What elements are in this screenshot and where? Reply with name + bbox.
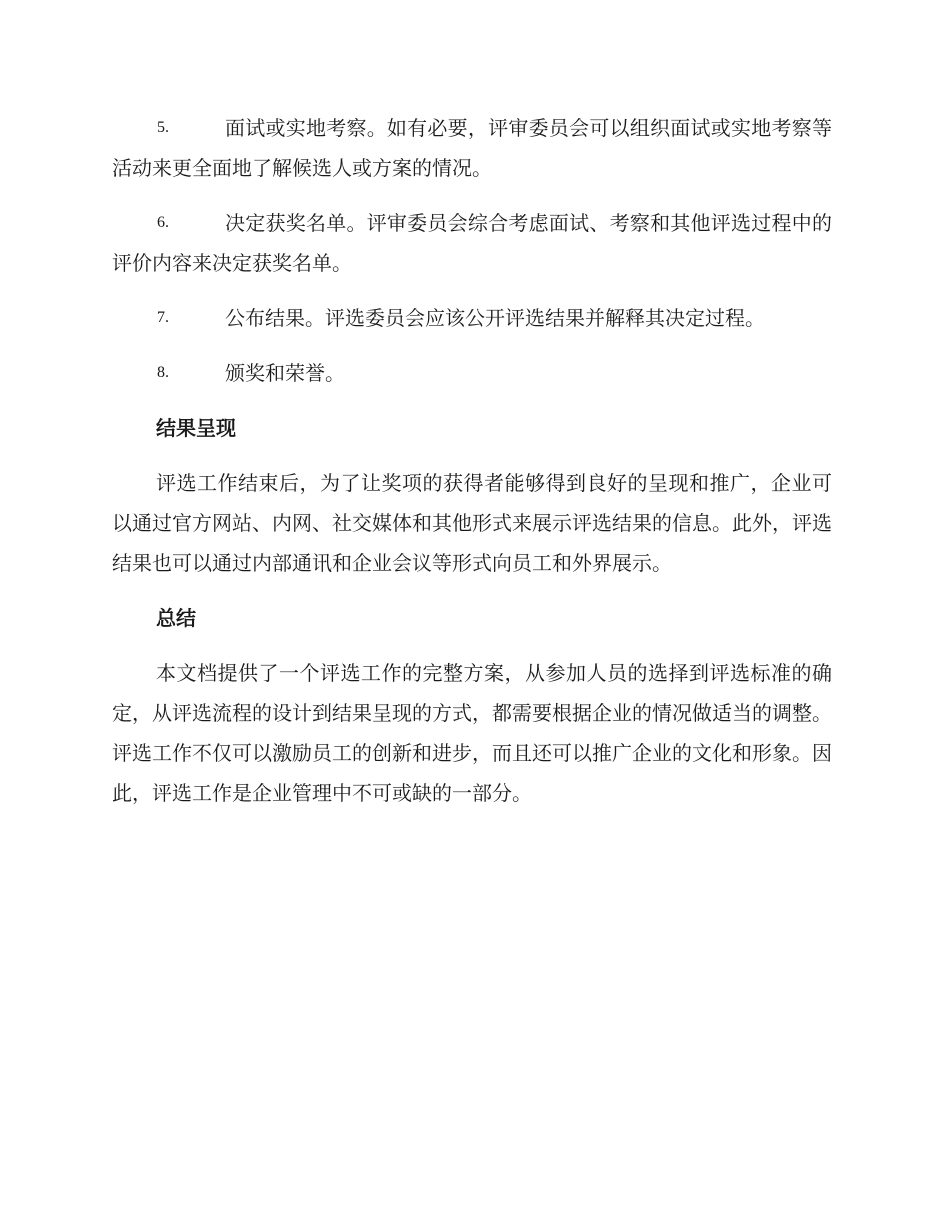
section-paragraph-results: 评选工作结束后，为了让奖项的获得者能够得到良好的呈现和推广，企业可以通过官方网站、内网、社交媒体和其他形式来展示评选结果的信息。此外，评选结果也可以通过内部通讯和企业会议等形式向员工和外界展示。 bbox=[112, 471, 832, 575]
document-page bbox=[112, 108, 832, 828]
list-item-text: 面试或实地考察。如有必要，评审委员会可以组织面试或实地考察等活动来更全面地了解候选人或方案的情况。 bbox=[112, 116, 832, 180]
section-heading-results: 结果呈现 bbox=[156, 416, 236, 440]
list-item-text: 公布结果。评选委员会应该公开评选结果并解释其决定过程。 bbox=[225, 306, 765, 330]
list-number: 6. bbox=[157, 214, 169, 231]
list-item-text: 颁奖和荣誉。 bbox=[225, 361, 345, 385]
list-item-5 bbox=[112, 108, 832, 188]
list-item-text: 决定获奖名单。评审委员会综合考虑面试、考察和其他评选过程中的评价内容来决定获奖名单。 bbox=[112, 211, 832, 275]
section-paragraph-summary: 本文档提供了一个评选工作的完整方案，从参加人员的选择到评选标准的确定，从评选流程的设计到结果呈现的方式，都需要根据企业的情况做适当的调整。评选工作不仅可以激励员工的创新和进步，而且还可以推广企业的文化和形象。因此，评选工作是企业管理中不可或缺的一部分。 bbox=[112, 661, 832, 805]
section-heading-summary: 总结 bbox=[156, 606, 196, 630]
list-item-6 bbox=[112, 203, 832, 283]
list-number: 8. bbox=[157, 364, 169, 381]
list-number: 5. bbox=[157, 119, 169, 136]
list-item-8 bbox=[112, 353, 832, 393]
list-item-7 bbox=[112, 298, 832, 338]
list-number: 7. bbox=[157, 309, 169, 326]
